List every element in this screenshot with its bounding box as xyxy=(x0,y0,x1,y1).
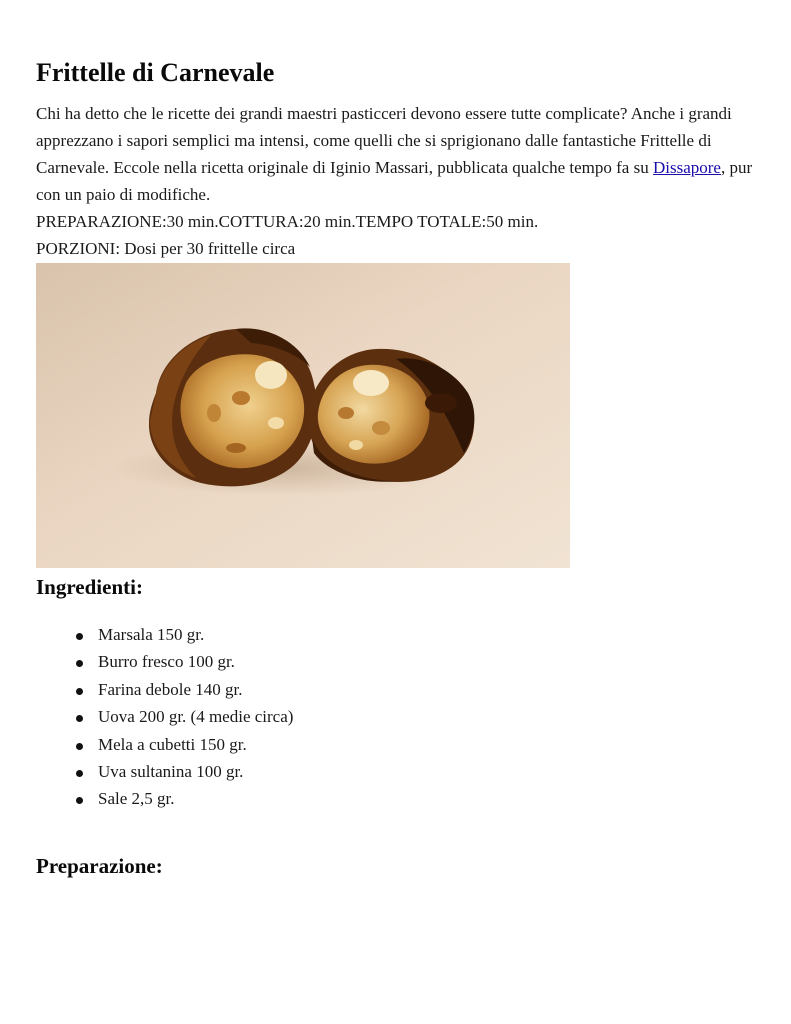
list-item xyxy=(76,703,756,730)
preparation-heading: Preparazione: xyxy=(36,853,163,878)
list-item xyxy=(76,731,756,758)
ingredient-text: Sale 2,5 gr. xyxy=(98,789,175,809)
list-item xyxy=(76,676,756,703)
servings-line: PORZIONI: Dosi per 30 frittelle circa xyxy=(36,239,296,258)
bullet-icon xyxy=(76,743,83,750)
list-item xyxy=(76,648,756,675)
ingredients-heading: Ingredienti: xyxy=(36,575,143,599)
ingredient-text: Marsala 150 gr. xyxy=(98,625,205,644)
ingredient-text: Mela a cubetti 150 gr. xyxy=(98,734,247,754)
ingredient-text: Uva sultanina 100 gr. xyxy=(98,762,244,782)
ingredient-text: Burro fresco 100 gr. xyxy=(98,652,235,672)
intro-text: Chi ha detto che le ricette dei grandi maestri pasticceri devono essere tutte complicate? Anche i grandi apprezzano i sapori semplici ma intensi, come quelli che si sprigionano dalle fantastiche Frittelle di Carnevale. Eccole nella ricetta originale di Iginio Massari, pubblicata qualche tempo fa su xyxy=(36,104,732,177)
bullet-icon xyxy=(76,633,83,640)
bullet-icon xyxy=(76,770,83,777)
bullet-icon xyxy=(76,797,83,804)
list-item xyxy=(76,621,756,648)
dissapore-link[interactable]: Dissapore xyxy=(652,158,721,177)
ingredient-text: Uova 200 gr. (4 medie circa) xyxy=(98,707,294,727)
recipe-title: Frittelle di Carnevale xyxy=(36,58,275,87)
bullet-icon xyxy=(76,715,83,722)
intro-text-end: , pur con un paio di modifiche. xyxy=(36,158,753,204)
bullet-icon xyxy=(76,660,83,667)
ingredient-text: Farina debole 140 gr. xyxy=(98,679,243,699)
recipe-intro xyxy=(36,100,756,208)
ingredients-list xyxy=(36,621,756,813)
list-item xyxy=(76,758,756,785)
bullet-icon xyxy=(76,688,83,695)
frittelle-photo xyxy=(36,263,570,568)
list-item xyxy=(76,785,756,812)
timing-line: PREPARAZIONE:30 min.COTTURA:20 min.TEMPO TOTALE:50 min. xyxy=(36,212,539,231)
recipe-page xyxy=(36,54,756,881)
